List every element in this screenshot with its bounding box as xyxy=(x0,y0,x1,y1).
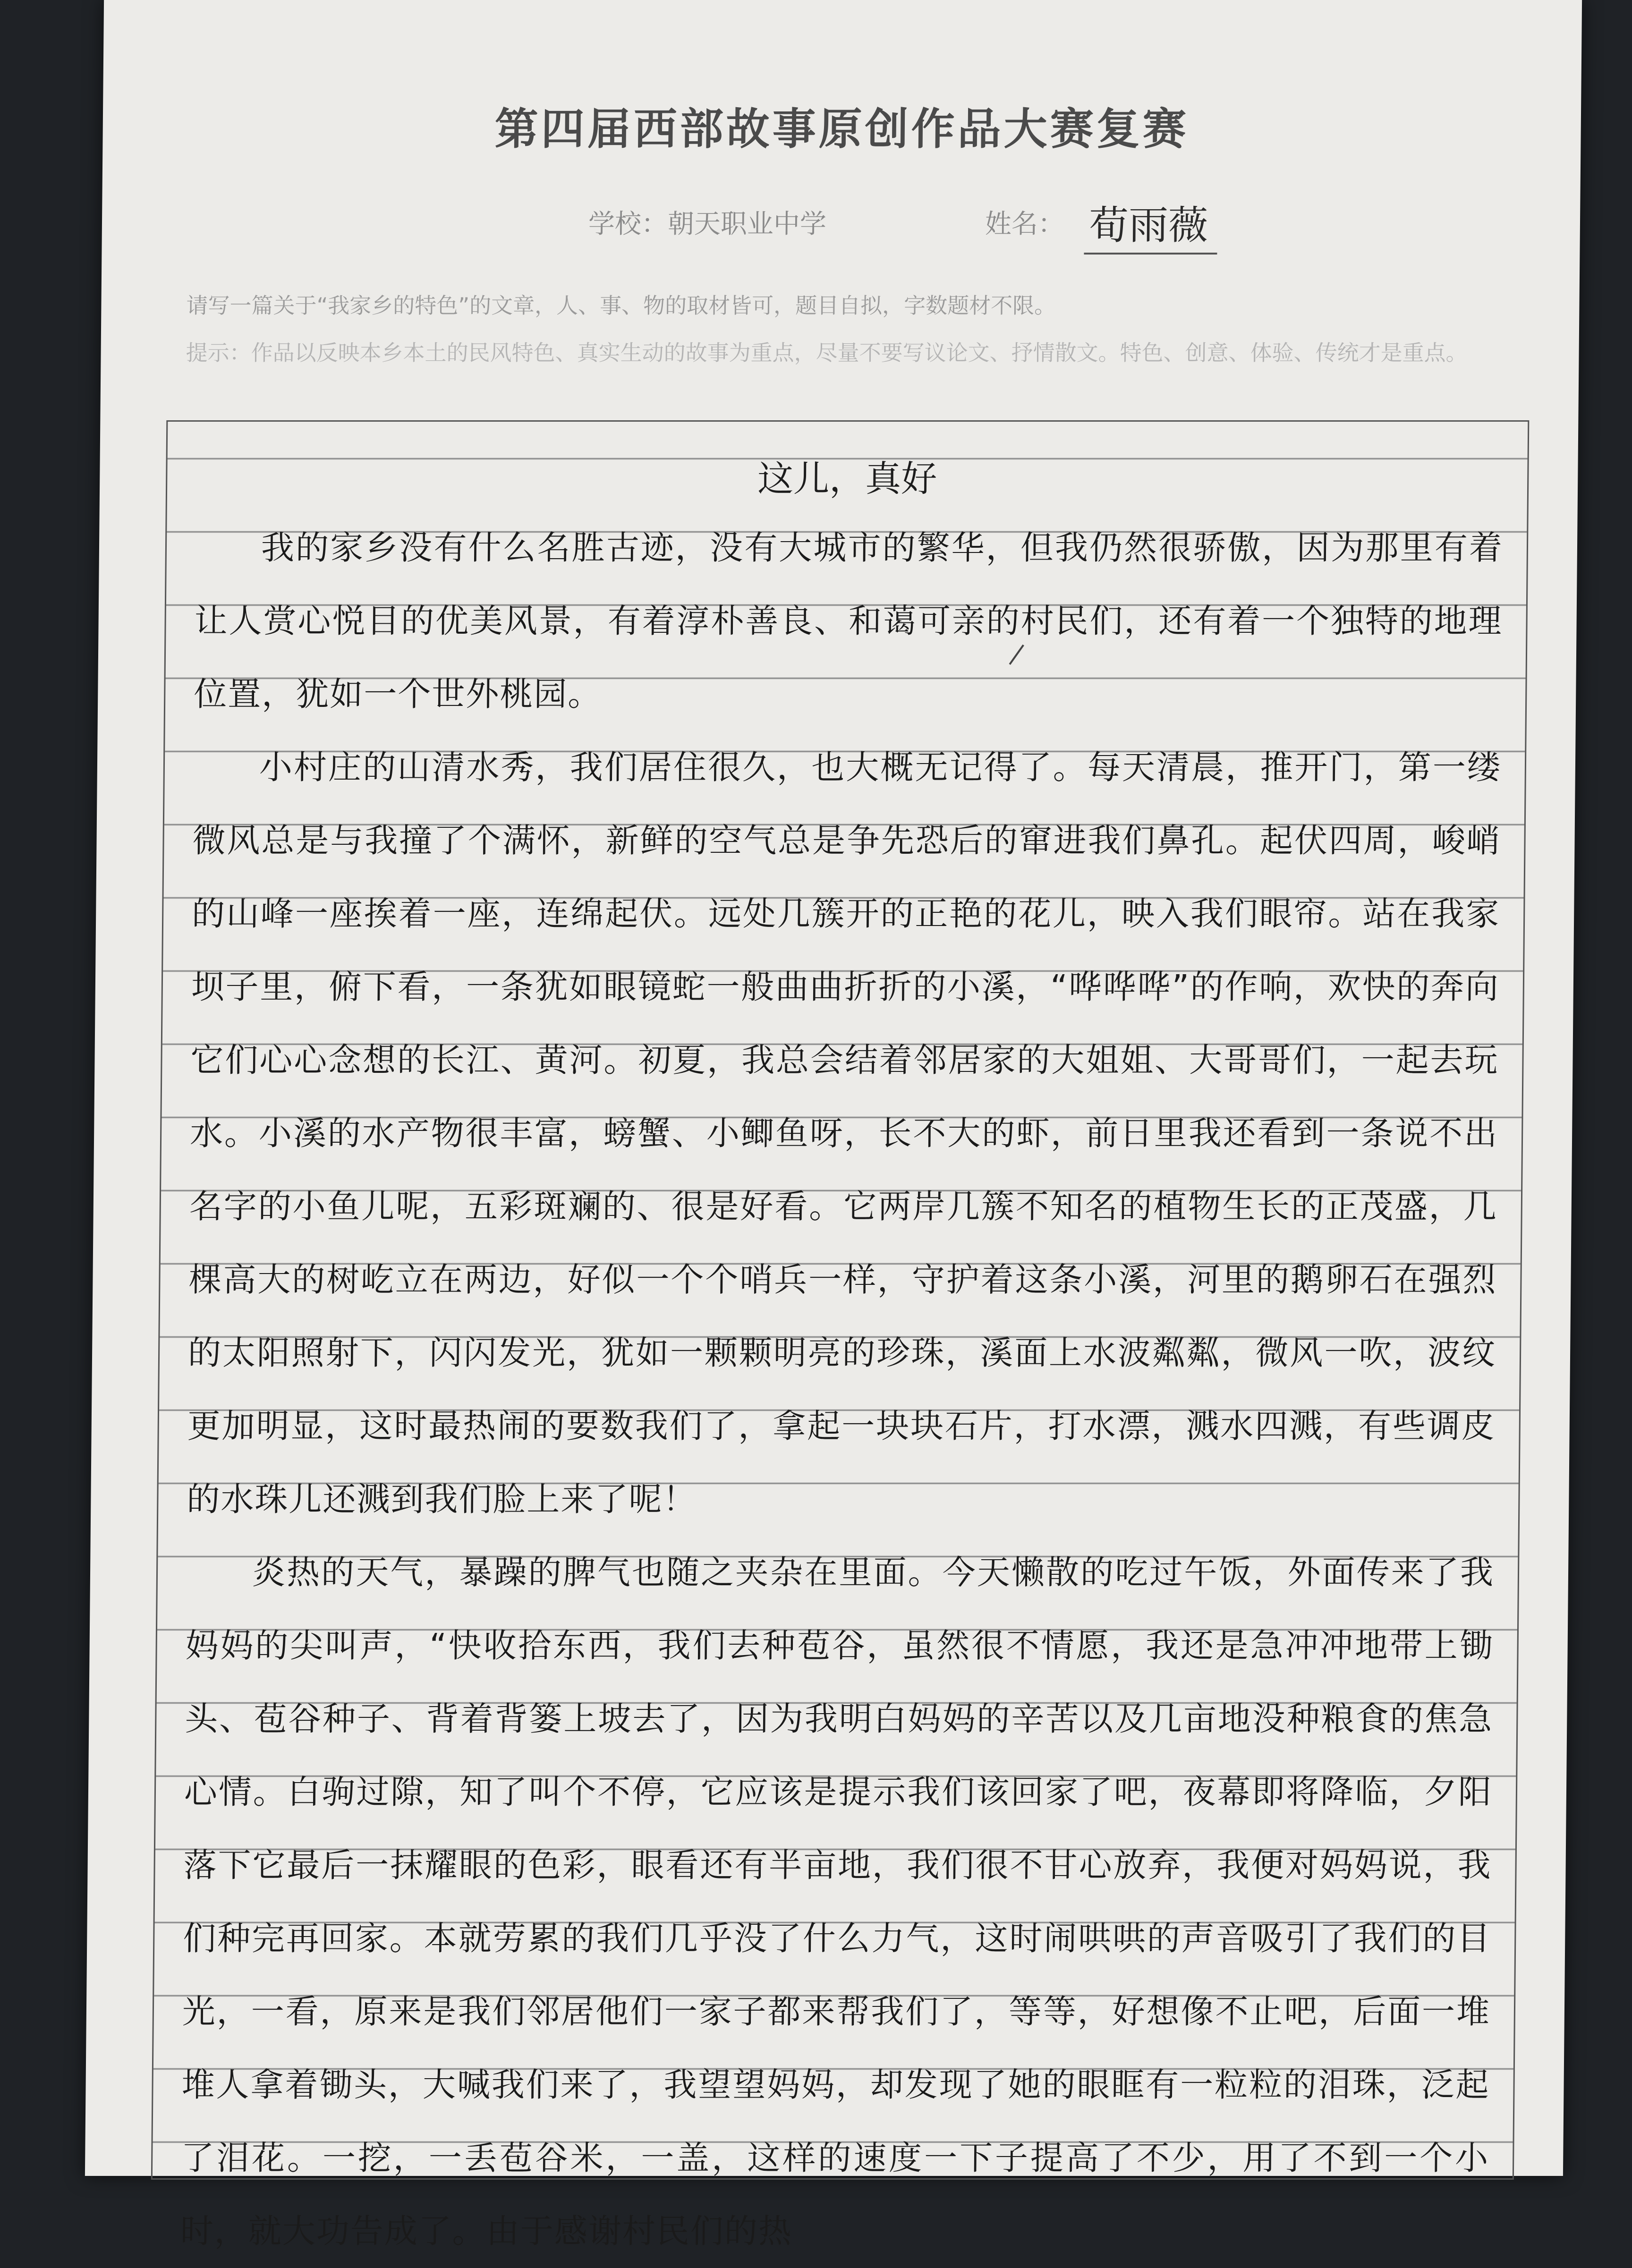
prompt-hint: 提示：作品以反映本乡本土的民风特色、真实生动的故事为重点，尽量不要写议论文、抒情散文。特色、创意、体验、传统才是重点。 xyxy=(186,340,1468,365)
essay-title: 这儿，真好 xyxy=(757,458,937,500)
school-label: 学校：朝天职业中学 xyxy=(588,209,827,239)
paragraph: 小村庄的山清水秀，我们居住很久，也大概无记得了。每天清晨，推开门，第一缕微风总是与我撞了个满怀，新鲜的空气总是争先恐后的窜进我们鼻孔。起伏四周，峻峭的山峰一座挨着一座，连绵起伏。远处几簇开的正艳的花儿，映入我们眼帘。站在我家坝子里，俯下看，一条犹如眼镜蛇一般曲曲折折的小溪，“哗哗哗”的作响，欢快的奔向它们心心念想的长江、黄河。初夏，我总会结着邻居家的大姐姐、大哥哥们，一起去玩水。小溪的水产物很丰富，螃蟹、小鲫鱼呀，长不大的虾，前日里我还看到一条说不出名字的小鱼儿呢，五彩斑斓的、很是好看。它两岸几簇不知名的植物生长的正茂盛，几棵高大的树屹立在两边，好似一个个哨兵一样，守护着这条小溪，河里的鹅卵石在强烈的太阳照射下，闪闪发光，犹如一颗颗明亮的珍珠，溪面上水波粼粼，微风一吹，波纹更加明显，这时最热闹的要数我们了，拿起一块块石片，打水漂，溅水四溅，有些调皮的水珠儿还溅到我们脸上来了呢！ xyxy=(187,748,1502,1519)
essay-box xyxy=(151,420,1530,2251)
paragraph: 炎热的天气，暴躁的脾气也随之夹杂在里面。今天懒散的吃过午饭，外面传来了我妈妈的尖叫声，“快收拾东西，我们去种苞谷，虽然很不情愿，我还是急冲冲地带上锄头、苞谷种子、背着背篓上坡去了，因为我明白妈妈的辛苦以及几亩地没种粮食的焦急心情。白驹过隙，知了叫个不停，它应该是提示我们该回家了吧，夜幕即将降临，夕阳落下它最后一抹耀眼的色彩，眼看还有半亩地，我们很不甘心放弃，我便对妈妈说，我们种完再回家。本就劳累的我们几乎没了什么力气，这时闹哄哄的声音吸引了我们的目光，一看，原来是我们邻居他们一家子都来帮我们了，等等，好想像不止吧，后面一堆堆人拿着锄头，大喊我们来了，我望望妈妈，却发现了她的眼眶有一粒粒的泪珠，泛起了泪花。一挖，一丢苞谷米，一盖，这样的速度一下子提高了不少，用了不到一个小时，就大功告成了。由于感谢村民们的热 xyxy=(180,1553,1495,2251)
contest-heading: 第四届西部故事原创作品大赛复赛 xyxy=(494,103,1190,154)
paper-sheet xyxy=(85,0,1582,2251)
essay-body xyxy=(180,511,1503,2268)
paragraph: 我的家乡没有什么名胜古迹，没有大城市的繁华，但我仍然很骄傲，因为那里有着让人赏心悦目的优美风景，有着淳朴善良、和蔼可亲的村民们，还有着一个独特的地理位置，犹如一个世外桃园。 xyxy=(193,528,1504,714)
prompt-instruction: 请写一篇关于“我家乡的特色”的文章，人、事、物的取材皆可，题目自拟，字数题材不限。 xyxy=(186,293,1056,318)
name-label: 姓名： xyxy=(985,209,1065,239)
student-name: 荀雨薇 xyxy=(1084,194,1217,255)
